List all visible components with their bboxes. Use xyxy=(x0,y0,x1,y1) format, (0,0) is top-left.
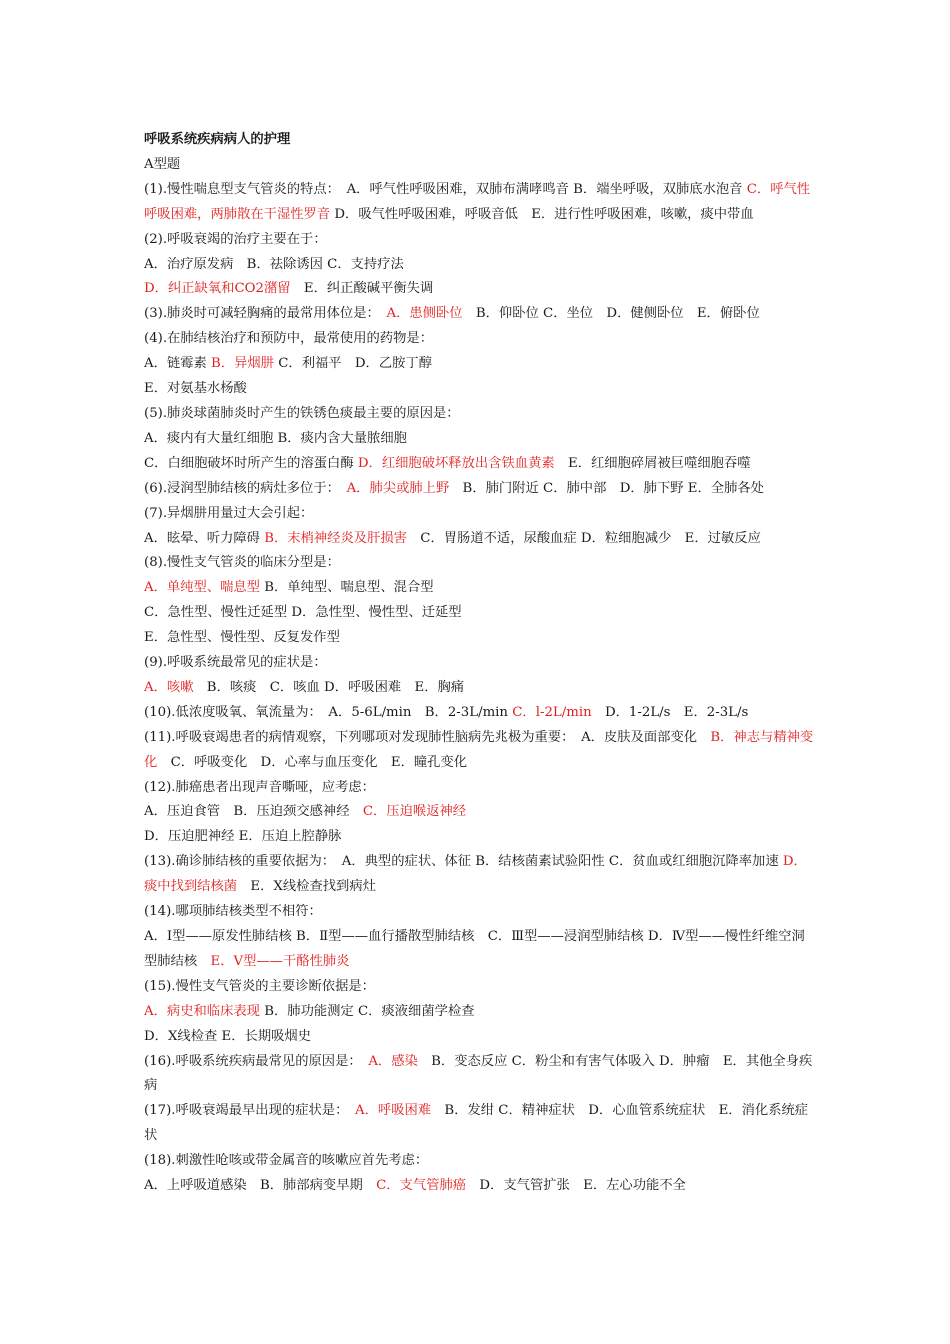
question-text: A．治疗原发病 B．祛除诱因 C．支持疗法 xyxy=(144,256,404,272)
question-text: B．仰卧位 C．坐位 D．健侧卧位 E．俯卧位 xyxy=(462,306,760,322)
question-line xyxy=(144,975,814,1000)
correct-answer: C．l-2L/min xyxy=(512,704,592,720)
question-text: D．X线检查 E．长期吸烟史 xyxy=(144,1028,312,1044)
question-text: (12).肺癌患者出现声音嘶哑，应考虑： xyxy=(144,779,375,795)
question-line xyxy=(144,626,814,651)
question-line xyxy=(144,601,814,626)
section-heading: A型题 xyxy=(144,156,181,172)
question-text: D．吸气性呼吸困难，呼吸音低 E．进行性呼吸困难，咳嗽，痰中带血 xyxy=(330,206,754,222)
question-line xyxy=(144,402,814,427)
question-text: (11).呼吸衰竭患者的病情观察，下列哪项对发现肺性脑病先兆极为重要： A．皮肤及面部变化 xyxy=(144,729,711,745)
question-line xyxy=(144,302,814,327)
question-line xyxy=(144,1000,814,1025)
question-text: (3).肺炎时可减轻胸痛的最常用体位是： xyxy=(144,306,387,322)
correct-answer: D．纠正缺氧和CO2潴留 xyxy=(144,281,291,297)
question-line xyxy=(144,228,814,253)
question-line xyxy=(144,551,814,576)
question-line xyxy=(144,726,814,776)
question-text: (2).呼吸衰竭的治疗主要在于： xyxy=(144,231,327,247)
question-text: A．压迫食管 B．压迫颈交感神经 xyxy=(144,804,363,820)
question-line xyxy=(144,178,814,228)
correct-answer: A．肺尖或肺上野 xyxy=(346,480,450,496)
document-page xyxy=(144,128,814,1199)
question-text: (13).确诊肺结核的重要依据为： A．典型的症状、体征 B．结核菌素试验阳性 C．贫血或红细胞沉降率加速 xyxy=(144,854,783,870)
correct-answer: A．单纯型、喘息型 xyxy=(144,580,260,596)
question-line xyxy=(144,527,814,552)
question-text: A．上呼吸道感染 B．肺部病变早期 xyxy=(144,1178,377,1194)
question-line xyxy=(144,701,814,726)
question-text: B．单纯型、喘息型、混合型 xyxy=(259,580,434,596)
correct-answer: E．Ⅴ型——干酪性肺炎 xyxy=(210,953,350,969)
question-line xyxy=(144,850,814,900)
correct-answer: B．异烟肼 xyxy=(211,356,274,372)
question-line xyxy=(144,676,814,701)
question-text: (15).慢性支气管炎的主要诊断依据是： xyxy=(144,978,375,994)
question-line xyxy=(144,377,814,402)
correct-answer: A．病史和临床表现 xyxy=(144,1003,260,1019)
question-text: A．链霉素 xyxy=(144,356,212,372)
correct-answer: A．患侧卧位 xyxy=(386,306,463,322)
question-line xyxy=(144,253,814,278)
question-text: (14).哪项肺结核类型不相符： xyxy=(144,904,322,920)
question-line xyxy=(144,825,814,850)
correct-answer: C．压迫喉返神经 xyxy=(362,804,467,820)
question-line xyxy=(144,1149,814,1174)
question-text: A．Ⅰ型——原发性肺结核 B．Ⅱ型——血行播散型肺结核 C．Ⅲ型——浸润型肺结核 D．Ⅳ型——慢性纤维空洞型肺结核 xyxy=(144,929,805,969)
question-line xyxy=(144,277,814,302)
question-line xyxy=(144,427,814,452)
question-line xyxy=(144,1025,814,1050)
question-text: E．纠正酸碱平衡失调 xyxy=(290,281,434,297)
question-text: D．支气管扩张 E．左心功能不全 xyxy=(466,1178,686,1194)
question-text: (4).在肺结核治疗和预防中，最常使用的药物是： xyxy=(144,331,433,347)
question-text: A．眩晕、听力障碍 xyxy=(144,530,265,546)
question-text: B．肺门附近 C．肺中部 D．肺下野 E．全肺各处 xyxy=(449,480,764,496)
question-text: E．对氨基水杨酸 xyxy=(144,381,247,397)
question-line xyxy=(144,502,814,527)
correct-answer: C．支气管肺癌 xyxy=(376,1178,467,1194)
question-text: C．呼吸变化 D．心率与血压变化 E．瞳孔变化 xyxy=(157,754,468,770)
question-line xyxy=(144,1099,814,1149)
correct-answer: D．痰中找到结核菌 xyxy=(144,854,807,895)
question-text: B．咳痰 C．咳血 D．呼吸困难 E．胸痛 xyxy=(193,679,465,695)
question-line xyxy=(144,352,814,377)
question-line xyxy=(144,477,814,502)
question-text: C．白细胞破坏时所产生的溶蛋白酶 xyxy=(144,455,358,471)
question-text: (1).慢性喘息型支气管炎的特点： A．呼气性呼吸困难，双肺布满哮鸣音 B．端坐呼吸，双肺底水泡音 xyxy=(144,181,747,197)
correct-answer: B．末梢神经炎及肝损害 xyxy=(264,530,407,546)
question-list xyxy=(144,178,814,1199)
question-text: B．肺功能测定 C．痰液细菌学检查 xyxy=(259,1003,475,1019)
question-text: B．变态反应 C．粉尘和有害气体吸入 D．肿瘤 E．其他全身疾病 xyxy=(144,1053,813,1094)
question-text: C．胃肠道不适，尿酸血症 D．粒细胞减少 E．过敏反应 xyxy=(406,530,761,546)
question-text: (5).肺炎球菌肺炎时产生的铁锈色痰最主要的原因是： xyxy=(144,405,460,421)
question-text: (7).异烟肼用量过大会引起： xyxy=(144,505,314,521)
question-line xyxy=(144,576,814,601)
question-text: B．发绀 C．精神症状 D．心血管系统症状 E．消化系统症状 xyxy=(144,1103,809,1144)
question-line xyxy=(144,1050,814,1100)
correct-answer: D．红细胞破坏释放出含铁血黄素 xyxy=(357,455,555,471)
question-text: D．1-2L/s E．2-3L/s xyxy=(591,704,749,720)
question-text: E．急性型、慢性型、反复发作型 xyxy=(144,630,340,646)
question-text: A．痰内有大量红细胞 B．痰内含大量脓细胞 xyxy=(144,430,407,446)
question-text: E．X线检查找到病灶 xyxy=(237,879,376,895)
question-line xyxy=(144,900,814,925)
question-text: (6).浸润型肺结核的病灶多位于： xyxy=(144,480,347,496)
question-line xyxy=(144,651,814,676)
question-line xyxy=(144,925,814,975)
question-line xyxy=(144,452,814,477)
correct-answer: A．咳嗽 xyxy=(144,679,194,695)
question-line xyxy=(144,776,814,801)
correct-answer: A．呼吸困难 xyxy=(355,1103,432,1119)
question-text: E．红细胞碎屑被巨噬细胞吞噬 xyxy=(554,455,751,471)
question-text: C．急性型、慢性迁延型 D．急性型、慢性型、迁延型 xyxy=(144,605,462,621)
question-text: (8).慢性支气管炎的临床分型是： xyxy=(144,555,340,571)
question-line xyxy=(144,800,814,825)
question-text: (18).刺激性呛咳或带金属音的咳嗽应首先考虑： xyxy=(144,1153,429,1169)
correct-answer: B．神志与精神变化 xyxy=(144,729,814,770)
question-text: (17).呼吸衰竭最早出现的症状是： xyxy=(144,1103,356,1119)
correct-answer: C．呼气性呼吸困难，两肺散在干湿性罗音 xyxy=(144,181,811,222)
question-text: (10).低浓度吸氧、氧流量为： A．5-6L/min B．2-3L/min xyxy=(144,704,513,720)
question-text: (9).呼吸系统最常见的症状是： xyxy=(144,655,327,671)
question-text: C．利福平 D．乙胺丁醇 xyxy=(274,356,433,372)
question-text: (16).呼吸系统疾病最常见的原因是： xyxy=(144,1053,369,1069)
correct-answer: A．感染 xyxy=(368,1053,418,1069)
question-line xyxy=(144,1174,814,1199)
question-line xyxy=(144,327,814,352)
document-title: 呼吸系统疾病病人的护理 xyxy=(144,132,291,147)
question-text: D．压迫肥神经 E．压迫上腔静脉 xyxy=(144,829,342,845)
